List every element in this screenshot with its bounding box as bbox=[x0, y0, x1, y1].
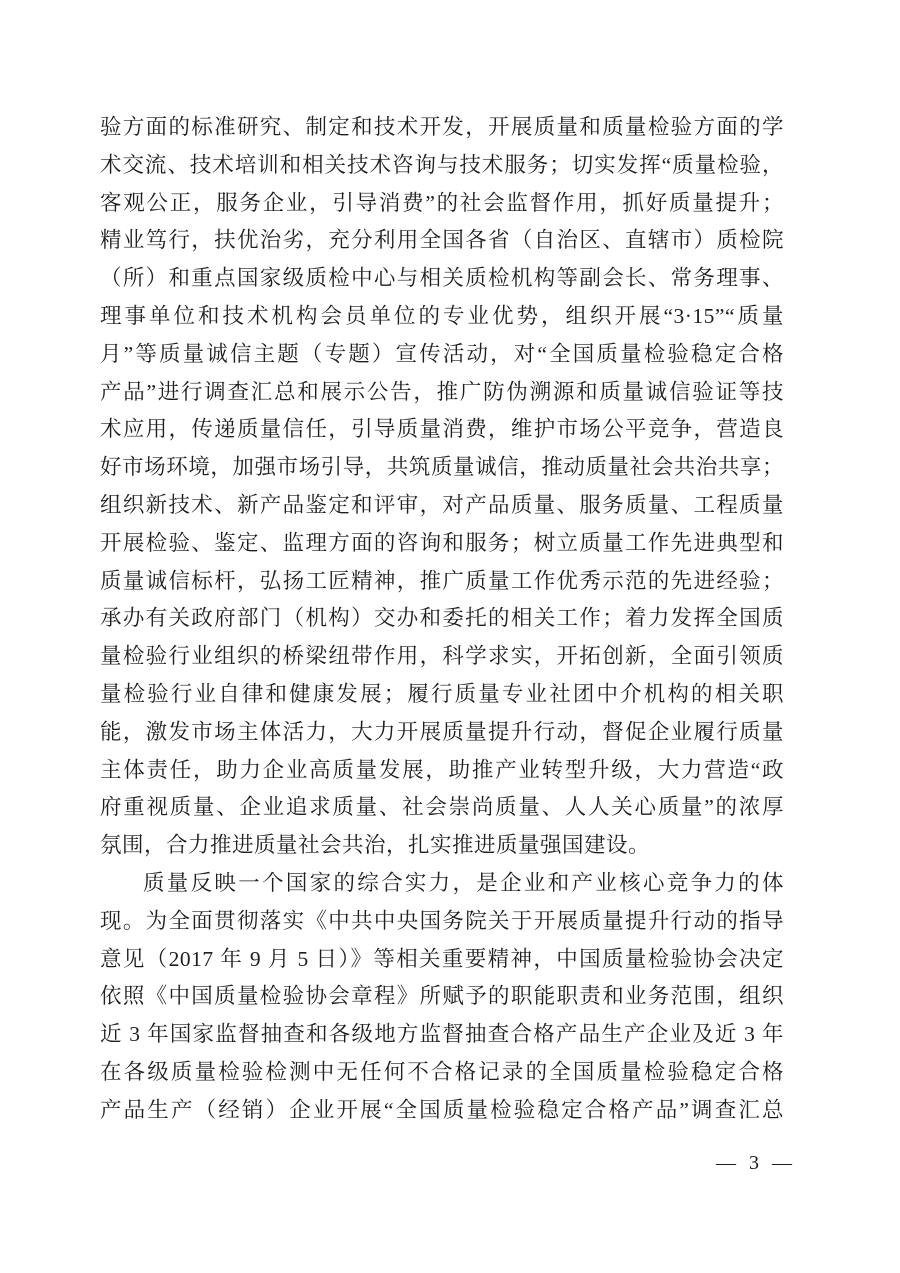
text-line: 量检验行业自律和健康发展；履行质量专业社团中介机构的相关职 bbox=[100, 681, 784, 706]
text-line: 验方面的标准研究、制定和技术开发，开展质量和质量检验方面的学 bbox=[100, 115, 784, 139]
text-line: 近 3 年国家监督抽查和各级地方监督抽查合格产品生产企业及近 3 年 bbox=[100, 1022, 784, 1047]
text-line: 意见（2017 年 9 月 5 日）》等相关重要精神，中国质量检验协会决定 bbox=[100, 946, 784, 971]
text-line: 能，激发市场主体活力，大力开展质量提升行动，督促企业履行质量 bbox=[100, 719, 784, 744]
text-line: 现。为全面贯彻落实《中共中央国务院关于开展质量提升行动的指导 bbox=[100, 908, 784, 933]
text-line: 氛围，合力推进质量社会共治，扎实推进质量强国建设。 bbox=[100, 833, 651, 858]
text-line: 量检验行业组织的桥梁纽带作用，科学求实，开拓创新，全面引领质 bbox=[100, 644, 784, 669]
text-line: 月”等质量诚信主题（专题）宣传活动，对“全国质量检验稳定合格 bbox=[100, 341, 784, 366]
text-line: 开展检验、鉴定、监理方面的咨询和服务；树立质量工作先进典型和 bbox=[100, 530, 784, 555]
text-line: 理事单位和技术机构会员单位的专业优势，组织开展“3·15”“质量 bbox=[100, 303, 784, 328]
text-line: 产品生产（经销）企业开展“全国质量检验稳定合格产品”调查汇总 bbox=[100, 1097, 784, 1122]
text-line: 在各级质量检验检测中无任何不合格记录的全国质量检验稳定合格 bbox=[100, 1059, 784, 1084]
text-line: 好市场环境，加强市场引导，共筑质量诚信，推动质量社会共治共享； bbox=[100, 455, 784, 480]
text-line: 术交流、技术培训和相关技术咨询与技术服务；切实发挥“质量检验， bbox=[100, 152, 784, 177]
text-line: 产品”进行调查汇总和展示公告，推广防伪溯源和质量诚信验证等技 bbox=[100, 379, 784, 404]
text-line: 府重视质量、企业追求质量、社会崇尚质量、人人关心质量”的浓厚 bbox=[100, 795, 784, 820]
text-line: 承办有关政府部门（机构）交办和委托的相关工作；着力发挥全国质 bbox=[100, 606, 784, 631]
text-line: 精业笃行，扶优治劣，充分利用全国各省（自治区、直辖市）质检院 bbox=[100, 228, 784, 253]
text-line: 质量反映一个国家的综合实力，是企业和产业核心竞争力的体 bbox=[143, 870, 784, 895]
text-line: 依照《中国质量检验协会章程》所赋予的职能职责和业务范围，组织 bbox=[100, 984, 784, 1009]
text-line: （所）和重点国家级质检中心与相关质检机构等副会长、常务理事、 bbox=[100, 266, 784, 291]
text-line: 组织新技术、新产品鉴定和评审，对产品质量、服务质量、工程质量 bbox=[100, 492, 784, 517]
text-line: 质量诚信标杆，弘扬工匠精神，推广质量工作优秀示范的先进经验； bbox=[100, 568, 784, 593]
document-body bbox=[100, 109, 784, 1130]
text-line: 术应用，传递质量信任，引导质量消费，维护市场公平竞争，营造良 bbox=[100, 417, 784, 442]
text-line: 主体责任，助力企业高质量发展，助推产业转型升级，大力营造“政 bbox=[100, 757, 784, 782]
page-number: — 3 — bbox=[716, 1152, 796, 1174]
text-line: 客观公正，服务企业，引导消费”的社会监督作用，抓好质量提升； bbox=[100, 190, 784, 215]
